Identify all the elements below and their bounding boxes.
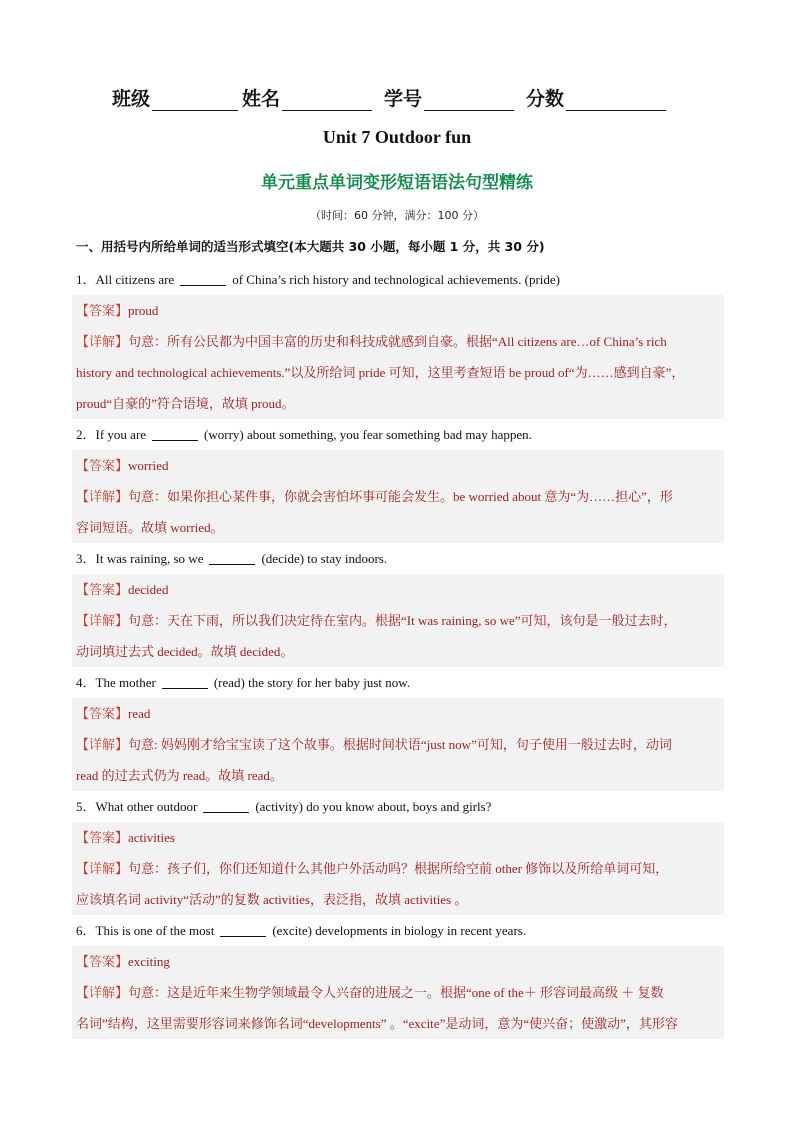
question-number: 5． <box>76 799 96 814</box>
question-item <box>76 667 720 698</box>
answer-blank[interactable] <box>209 550 255 565</box>
number-blank[interactable] <box>424 92 514 111</box>
answer-explanation-box <box>72 698 724 791</box>
score-blank[interactable] <box>566 92 666 111</box>
explanation-text: 句意: 妈妈刚才给宝宝读了这个故事。根据时间状语“just now”可知，句子使用一般过去时，动词 <box>128 737 672 752</box>
answer-tag: 【答案】 <box>76 303 129 318</box>
question-number: 3． <box>76 551 96 566</box>
number-label: 学号 <box>384 88 423 110</box>
answer-blank[interactable] <box>203 798 249 813</box>
answer-row <box>76 822 724 853</box>
explanation-text: read 的过去式仍为 read。故填 read。 <box>76 768 283 783</box>
page-subtitle: 单元重点单词变形短语语法句型精练 <box>261 173 533 193</box>
exam-timing: （时间：60 分钟，满分：100 分） <box>310 209 484 222</box>
question-number: 6． <box>76 923 96 938</box>
answer-text: read <box>128 706 151 721</box>
question-text-before: This is one of the most <box>95 923 215 938</box>
answer-blank[interactable] <box>162 674 208 689</box>
explanation-line <box>76 729 724 760</box>
explanation-text: 容词短语。故填 worried。 <box>76 520 224 535</box>
detail-tag: 【详解】 <box>76 737 129 752</box>
detail-tag: 【详解】 <box>76 489 129 504</box>
answer-text: proud <box>128 303 159 318</box>
answer-explanation-box <box>72 295 724 419</box>
question-item <box>76 543 720 574</box>
question-number: 1． <box>76 272 96 287</box>
question-text-before: If you are <box>95 427 147 442</box>
answer-text: exciting <box>128 954 170 969</box>
question-text-after: (worry) about something, you fear something bad may happen. <box>204 427 532 442</box>
explanation-line <box>76 326 724 357</box>
answer-blank[interactable] <box>220 922 266 937</box>
explanation-line <box>76 605 724 636</box>
explanation-text: 句意：所有公民都为中国丰富的历史和科技成就感到自豪。根据“All citizens are…of China’s rich <box>128 334 667 349</box>
answer-blank[interactable] <box>180 271 226 286</box>
question-text-after: (decide) to stay indoors. <box>261 551 388 566</box>
answer-text: worried <box>128 458 169 473</box>
answer-explanation-box <box>72 946 724 1039</box>
explanation-line <box>76 760 724 791</box>
name-label: 姓名 <box>242 88 281 110</box>
question-item <box>76 791 720 822</box>
explanation-text: 句意：这是近年来生物学领域最令人兴奋的进展之一。根据“one of the＋ 形容词最高级 ＋ 复数 <box>128 985 664 1000</box>
explanation-line <box>76 512 724 543</box>
answer-tag: 【答案】 <box>76 458 129 473</box>
explanation-text: proud“自豪的”符合语境，故填 proud。 <box>76 396 295 411</box>
detail-tag: 【详解】 <box>76 613 129 628</box>
question-text-after: (activity) do you know about, boys and girls? <box>255 799 492 814</box>
question-number: 4． <box>76 675 96 690</box>
explanation-line <box>76 481 724 512</box>
explanation-line <box>76 977 724 1008</box>
question-item <box>76 915 720 946</box>
explanation-text: 句意：如果你担心某件事，你就会害怕坏事可能会发生。be worried about 意为“为……担心”，形 <box>128 489 673 504</box>
explanation-line <box>76 357 724 388</box>
explanation-line <box>76 853 724 884</box>
explanation-text: history and technological achievements.”以及所给词 pride 可知，这里考查短语 be proud of“为……感到自豪”， <box>76 365 685 380</box>
question-list <box>76 264 720 1039</box>
answer-row <box>76 946 724 977</box>
student-info-line <box>112 84 670 111</box>
explanation-line <box>76 1008 724 1039</box>
explanation-line <box>76 388 724 419</box>
name-blank[interactable] <box>282 92 372 111</box>
section-heading: 一、用括号内所给单词的适当形式填空(本大题共 30 小题，每小题 1 分，共 30 分) <box>76 239 545 254</box>
score-label: 分数 <box>526 88 565 110</box>
answer-blank[interactable] <box>152 426 198 441</box>
question-text-before: The mother <box>95 675 156 690</box>
answer-explanation-box <box>72 574 724 667</box>
answer-text: decided <box>128 582 169 597</box>
answer-row <box>76 295 724 326</box>
question-number: 2． <box>76 427 96 442</box>
detail-tag: 【详解】 <box>76 985 129 1000</box>
question-text-before: It was raining, so we <box>95 551 204 566</box>
question-text-before: All citizens are <box>95 272 175 287</box>
class-label: 班级 <box>112 88 151 110</box>
answer-tag: 【答案】 <box>76 830 129 845</box>
explanation-text: 动词填过去式 decided。故填 decided。 <box>76 644 294 659</box>
answer-tag: 【答案】 <box>76 954 129 969</box>
explanation-text: 句意：天在下雨，所以我们决定待在室内。根据“It was raining, so we”可知，该句是一般过去时， <box>128 613 677 628</box>
explanation-line <box>76 636 724 667</box>
answer-row <box>76 450 724 481</box>
answer-row <box>76 574 724 605</box>
question-text-before: What other outdoor <box>95 799 198 814</box>
class-blank[interactable] <box>152 92 238 111</box>
answer-explanation-box <box>72 450 724 543</box>
explanation-text: 句意：孩子们，你们还知道什么其他户外活动吗？根据所给空前 other 修饰以及所给单词可知， <box>128 861 669 876</box>
answer-text: activities <box>128 830 175 845</box>
explanation-line <box>76 884 724 915</box>
explanation-text: 名词”结构，这里需要形容词来修饰名词“developments” 。“excite”是动词，意为“使兴奋；使激动”，其形容 <box>76 1016 678 1031</box>
answer-tag: 【答案】 <box>76 706 129 721</box>
question-text-after: (read) the story for her baby just now. <box>213 675 411 690</box>
answer-explanation-box <box>72 822 724 915</box>
question-item <box>76 264 720 295</box>
answer-tag: 【答案】 <box>76 582 129 597</box>
detail-tag: 【详解】 <box>76 334 129 349</box>
detail-tag: 【详解】 <box>76 861 129 876</box>
question-text-after: (excite) developments in biology in recent years. <box>272 923 527 938</box>
answer-row <box>76 698 724 729</box>
page-title: Unit 7 Outdoor fun <box>322 127 472 147</box>
question-item <box>76 419 720 450</box>
explanation-text: 应该填名词 activity“活动”的复数 activities，表泛指，故填 activities 。 <box>76 892 468 907</box>
question-text-after: of China’s rich history and technological achievements. (pride) <box>232 272 560 287</box>
